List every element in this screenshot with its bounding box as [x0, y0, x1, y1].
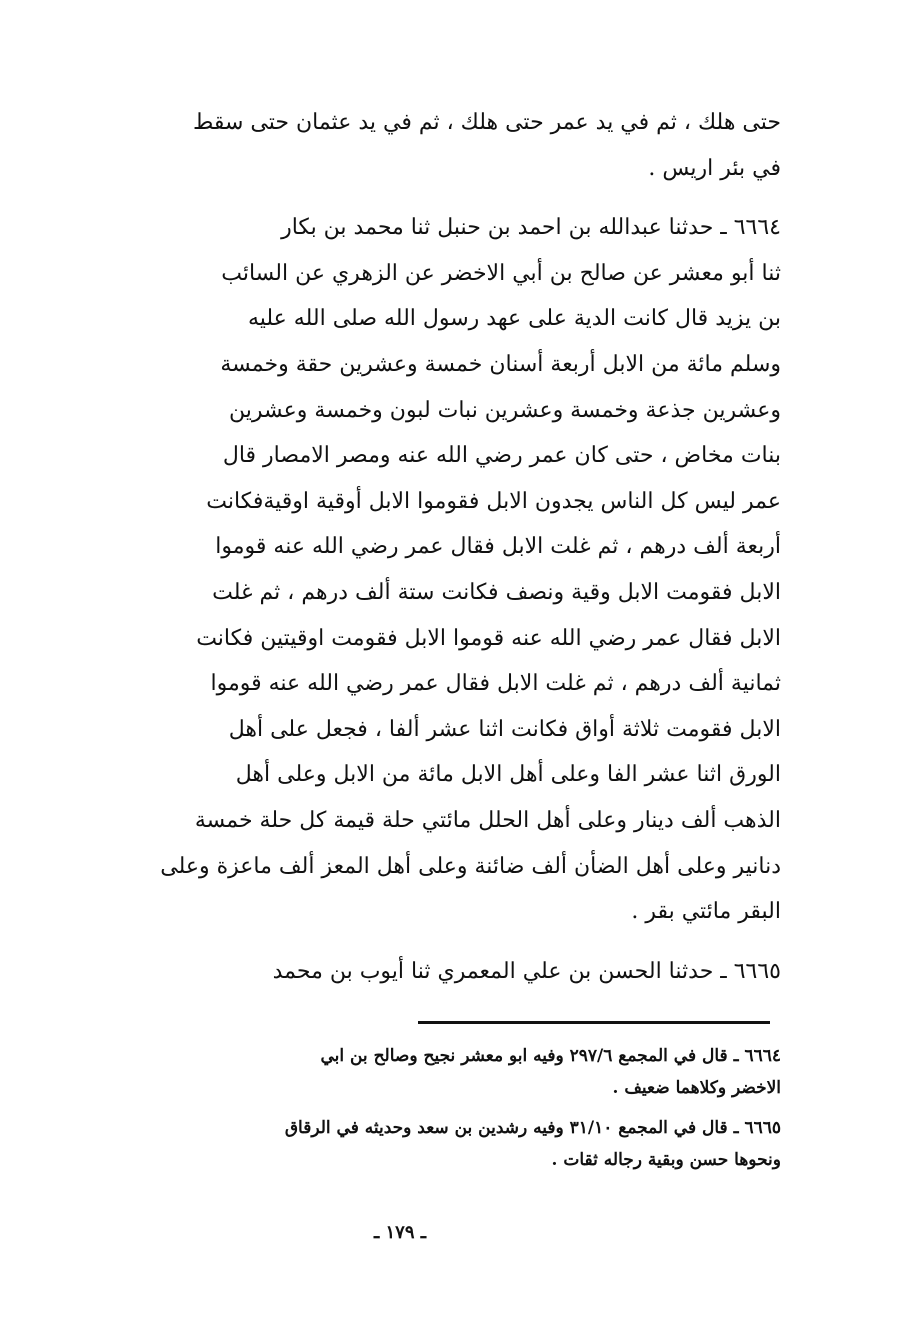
text-line: الابل فقومت ثلاثة أواق فكانت اثنا عشر ألفا ، فجعل على أهل [228, 716, 781, 742]
text-line: ثنا أبو معشر عن صالح بن أبي الاخضر عن الزهري عن السائب [221, 260, 781, 286]
text-line: ٦٦٦٥ ـ حدثنا الحسن بن علي المعمري ثنا أيوب بن محمد [272, 958, 781, 984]
text-line: في بئر اريس . [648, 155, 781, 181]
text-line: دنانير وعلى أهل الضأن ألف ضائنة وعلى أهل المعز ألف ماعزة وعلى [160, 853, 781, 879]
footnote-line: ٦٦٦٤ ـ قال في المجمع ٢٩٧/٦ وفيه ابو معشر نجيح وصالح بن ابي [320, 1046, 781, 1066]
text-line: الابل فقومت الابل وقية ونصف فكانت ستة ألف درهم ، ثم غلت [212, 579, 781, 605]
paragraph-continuation [66, 100, 781, 191]
text-line: الابل فقال عمر رضي الله عنه قوموا الابل فقومت اوقيتين فكانت [196, 625, 781, 651]
text-line: أربعة ألف درهم ، ثم غلت الابل فقال عمر رضي الله عنه قوموا [215, 534, 781, 560]
text-line: وسلم مائة من الابل أربعة أسنان خمسة وعشرين حقة وخمسة [220, 351, 781, 377]
footnote-line: الاخضر وكلاهما ضعيف . [612, 1078, 781, 1098]
text-line: الذهب ألف دينار وعلى أهل الحلل مائتي حلة قيمة كل حلة خمسة [194, 807, 781, 833]
main-text [66, 100, 781, 994]
page-number: ـ ١٧٩ ـ [373, 1222, 427, 1243]
text-line: حتى هلك ، ثم في يد عمر حتى هلك ، ثم في يد عثمان حتى سقط [192, 110, 781, 135]
footnote-line: ٦٦٦٥ ـ قال في المجمع ٣١/١٠ وفيه رشدين بن سعد وحديثه في الرقاق [284, 1118, 781, 1138]
footnote-6664 [66, 1040, 781, 1104]
text-line: البقر مائتي بقر . [631, 899, 781, 925]
text-line: عمر ليس كل الناس يجدون الابل فقوموا الابل أوقية اوقيةفكانت [206, 488, 781, 514]
paragraph-hadith-6664 [66, 205, 781, 935]
text-line: ثمانية ألف درهم ، ثم غلت الابل فقال عمر رضي الله عنه قوموا [210, 671, 781, 697]
text-line: الورق اثنا عشر الفا وعلى أهل الابل مائة من الابل وعلى أهل [235, 762, 781, 788]
text-line: وعشرين جذعة وخمسة وعشرين نبات لبون وخمسة وعشرين [229, 397, 781, 423]
text-line: بنات مخاض ، حتى كان عمر رضي الله عنه ومصر الامصار قال [222, 443, 781, 469]
footnote-6665 [66, 1112, 781, 1176]
footnotes [66, 1040, 781, 1184]
footnote-divider [418, 1021, 770, 1024]
paragraph-hadith-6665 [66, 949, 781, 995]
text-line: ٦٦٦٤ ـ حدثنا عبدالله بن احمد بن حنبل ثنا محمد بن بكار [281, 215, 781, 241]
footnote-line: ونحوها حسن وبقية رجاله ثقات . [551, 1150, 781, 1170]
text-line: بن يزيد قال كانت الدية على عهد رسول الله صلى الله عليه [247, 306, 781, 332]
